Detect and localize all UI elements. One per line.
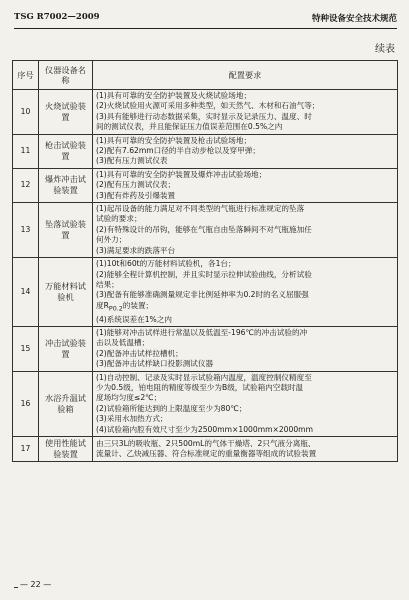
requirements-cell: [93, 258, 398, 327]
document-code: TSG R7002—2009: [14, 12, 100, 22]
row-number: 10: [13, 90, 39, 135]
row-number: 17: [13, 437, 39, 462]
requirement-line: (3)具有能够进行动态数据采集，实时显示及记录压力、温度、时: [96, 111, 312, 121]
row-number: 13: [13, 203, 39, 258]
table-row: [13, 90, 398, 135]
table-row: [13, 437, 398, 462]
document-series-title: 特种设备安全技术规范: [311, 14, 397, 24]
requirement-line: 由三只3L的吸收瓶、2只500mL的气体干燥塔、2只气液分离瓶、: [96, 438, 316, 448]
requirement-line: (2)配有7.62mm口径的半自动步枪以及穿甲弹；: [96, 146, 260, 156]
requirement-line: (2)配备冲击试样拉槽机；: [96, 348, 183, 358]
requirements-cell: [93, 371, 398, 436]
equipment-name: 火烧试验装置: [39, 90, 93, 135]
requirement-line: [96, 301, 394, 315]
requirements-cell: [93, 90, 398, 135]
equipment-requirements-table: [12, 60, 398, 462]
requirement-line: (2)能够全程计算机控制，并且实时显示拉伸试验曲线，分析试验: [96, 269, 312, 279]
requirements-cell: [93, 134, 398, 168]
equipment-name: 坠落试验装置: [39, 203, 93, 258]
requirement-line: (1)具有可靠的安全防护装置及火烧试验场地；: [96, 91, 252, 100]
requirement-line: (3)配有压力测试仪表: [96, 156, 168, 166]
row-number: 12: [13, 168, 39, 202]
requirement-text: 度R: [96, 300, 109, 310]
requirement-line: (3)配备有能够准确测量规定非比例延伸率为0.2时的名义屈服强: [96, 290, 309, 300]
requirement-line: 结果；: [96, 279, 119, 289]
equipment-name: 万能材料试验机: [39, 258, 93, 327]
equipment-name: 枪击试验装置: [39, 134, 93, 168]
requirement-line: (3)配有炸药及引爆装置: [96, 190, 176, 200]
requirement-line: (3)配备冲击试样缺口投影测试仪器: [96, 359, 214, 369]
row-number: 15: [13, 327, 39, 372]
requirement-line: (1)自动控制、记录及实时显示试验箱内温度，温度控制仪精度至: [96, 372, 312, 382]
requirement-line: 流量计、乙炔减压器、符合标准规定的重量衡器等组成的试验装置: [96, 449, 317, 459]
requirement-line: (3)采用水加热方式；: [96, 414, 168, 424]
requirement-line: (2)有特殊设计的吊钩，能够在气瓶自由坠落瞬间不对气瓶施加任: [96, 224, 312, 234]
row-number: 11: [13, 134, 39, 168]
subscript-p02: P0.2: [108, 305, 123, 313]
requirement-line: (3)满足要求的跌落平台: [96, 245, 176, 255]
page-number: — 22 —: [20, 580, 52, 589]
row-number: 16: [13, 371, 39, 436]
table-row: [13, 371, 398, 436]
table-row: [13, 168, 398, 202]
table-row: [13, 258, 398, 327]
table-row: [13, 203, 398, 258]
requirement-line: (4)系统误差在1%之内: [96, 314, 172, 324]
requirement-line: 试验的要求；: [96, 214, 142, 224]
row-number: 14: [13, 258, 39, 327]
requirement-line: (1)起吊设备的能力满足对不同类型的气瓶进行标准规定的坠落: [96, 204, 305, 214]
requirement-line: (1)具有可靠的安全防护装置及爆炸冲击试验场地；: [96, 169, 267, 179]
requirement-line: (2)配有压力测试仪表；: [96, 180, 176, 190]
table-header-row: [13, 61, 398, 90]
requirement-line: (1)10t和60t的万能材料试验机，各1台；: [96, 259, 236, 269]
requirement-line: 间的测试仪表，并且能保证压力值误差范围在0.5%之内: [96, 122, 283, 132]
requirement-line: 何外力；: [96, 235, 127, 245]
requirement-line: (2)火烧试验用火源可采用多种类型，如天然气、木材和石油气等；: [96, 101, 320, 111]
requirements-cell: [93, 168, 398, 202]
requirement-line: 少为0.5级，铂电阻的精度等级至少为B级，试验箱内空载时温: [96, 383, 304, 393]
header-equipment-name: 仪器设备名称: [39, 61, 93, 90]
equipment-name: 爆炸冲击试验装置: [39, 168, 93, 202]
requirements-cell: [93, 327, 398, 372]
table-row: [13, 134, 398, 168]
requirements-cell: [93, 437, 398, 462]
header-serial: 序号: [13, 61, 39, 90]
requirement-line: (1)能够对冲击试样进行常温以及低温至-196℃的冲击试验的冲: [96, 328, 308, 338]
requirement-text: 的装置；: [122, 300, 154, 310]
page-header: [14, 10, 397, 29]
requirements-cell: [93, 203, 398, 258]
equipment-name: 水浴升温试验箱: [39, 371, 93, 436]
equipment-name: 使用性能试验装置: [39, 437, 93, 462]
header-requirements: 配置要求: [93, 61, 398, 90]
requirement-line: (2)试验箱所能达到的上限温度至少为80℃；: [96, 403, 247, 413]
requirement-line: (4)试验箱内腔有效尺寸至少为2500mm×1000mm×2000mm: [96, 424, 313, 434]
requirement-line: 击以及低温槽；: [96, 338, 150, 348]
continued-label: 续表: [375, 44, 395, 55]
table-row: [13, 327, 398, 372]
requirement-line: 度场均匀度≤2℃；: [96, 393, 162, 403]
requirement-line: (1)具有可靠的安全防护装置及枪击试验场地；: [96, 135, 252, 145]
equipment-name: 冲击试验装置: [39, 327, 93, 372]
